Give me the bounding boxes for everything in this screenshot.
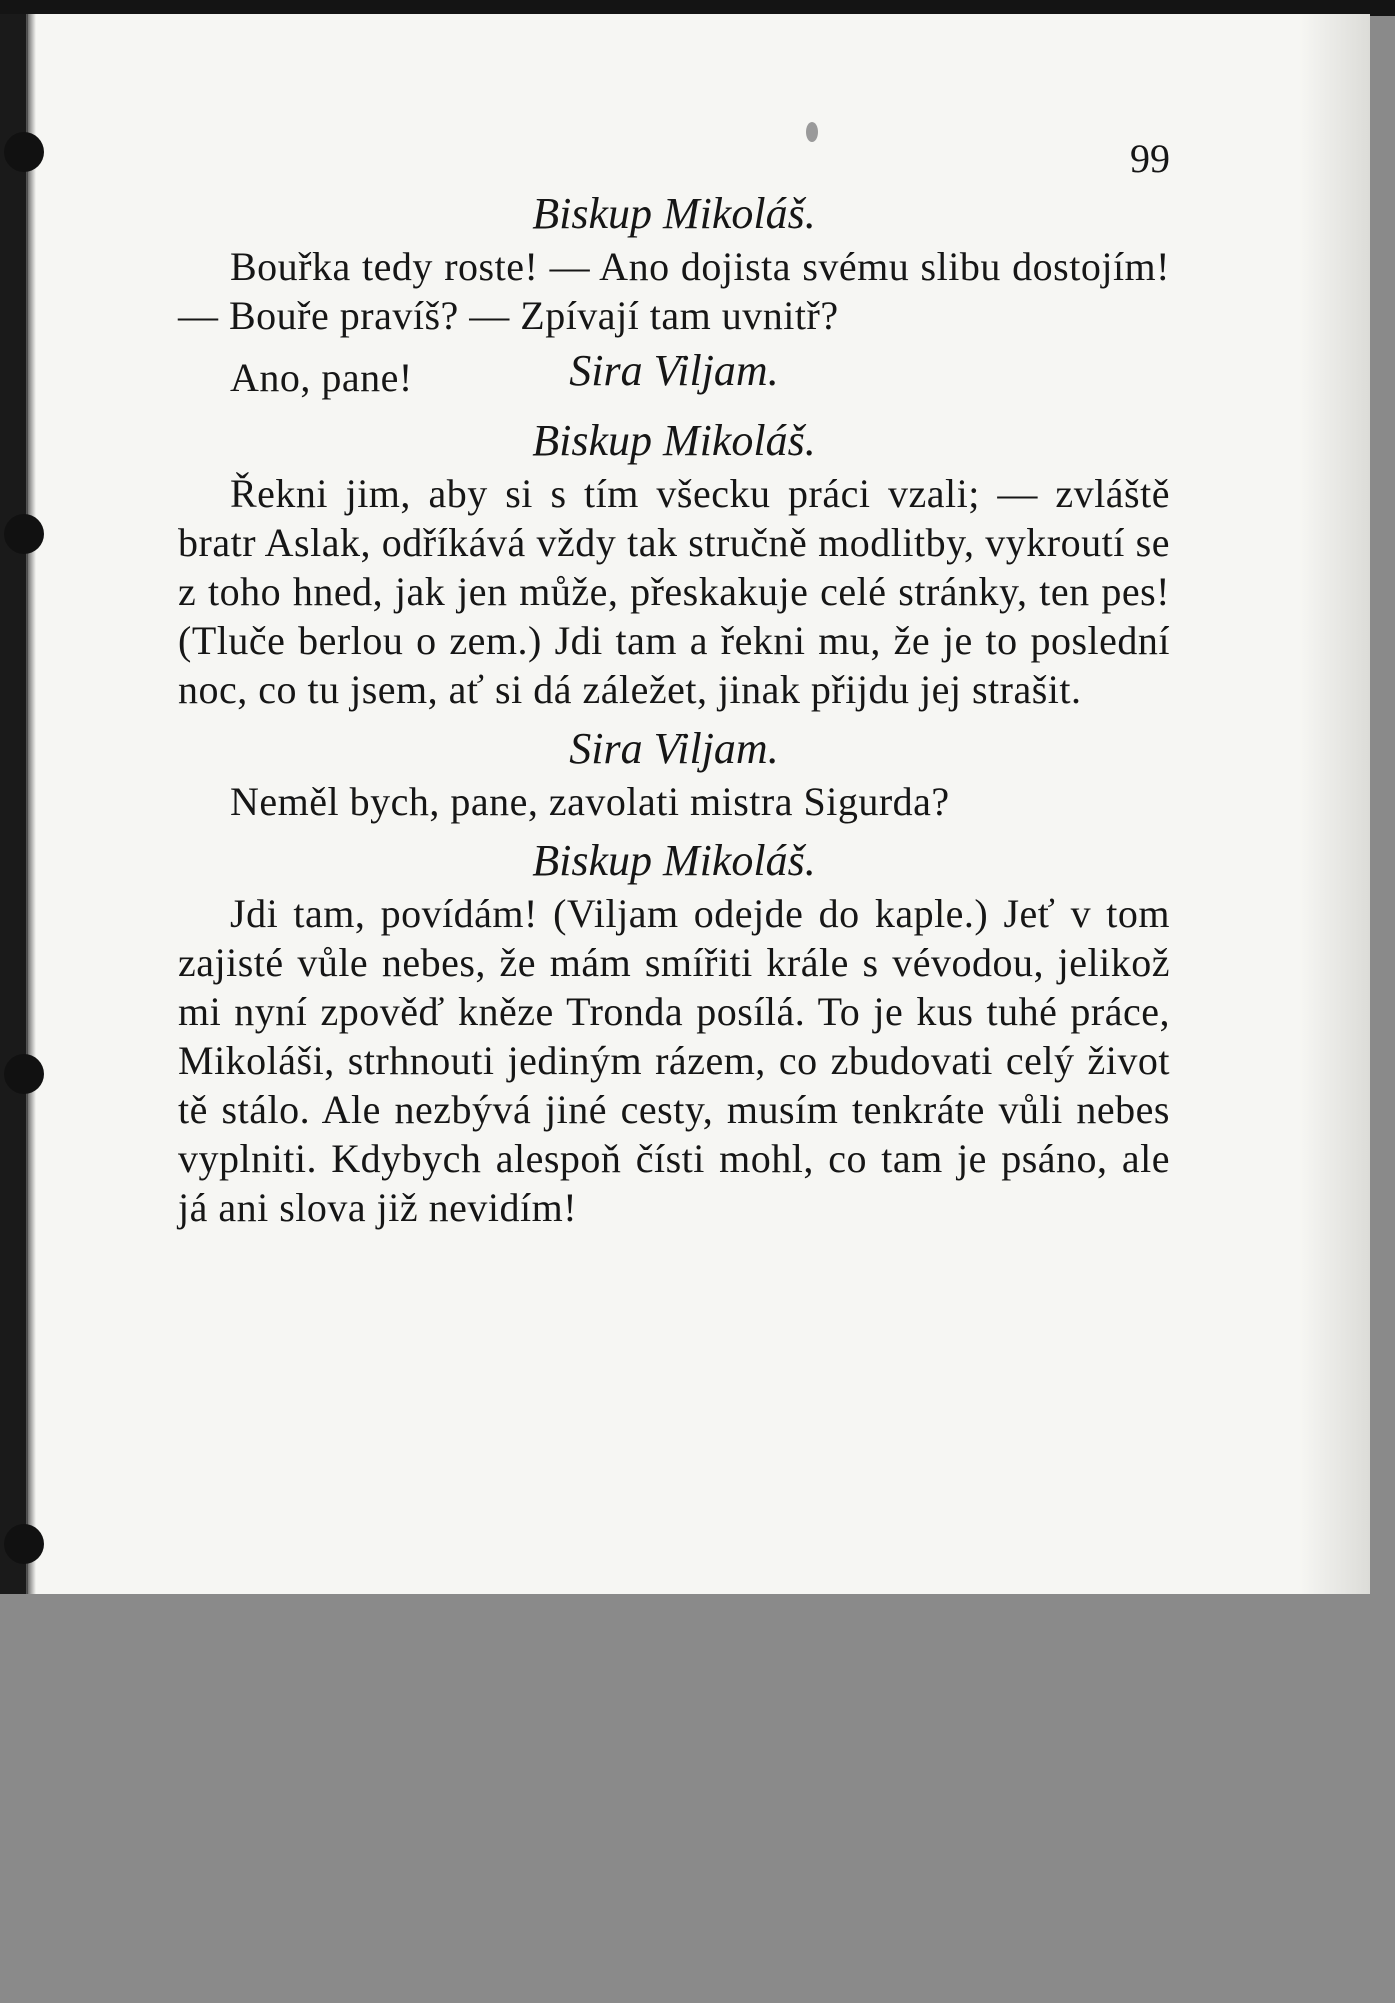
binding-rivet (4, 1524, 44, 1564)
speech-paragraph: Neměl bych, pane, zavolati mistra Sigurda? (230, 779, 950, 824)
binding-rivet (4, 132, 44, 172)
speaker-name: Biskup Mikoláš. (532, 836, 816, 885)
binding-edge (0, 14, 28, 1594)
speech-paragraph: Jdi tam, povídám! (Viljam odejde do kaple.) Jeť v tom zajisté vůle nebes, že mám smířiti krále s vévodou, jelikož mi nyní zpověď kněze Tronda posílá. To je kus tuhé práce, Mikoláši, strhnouti jediným rázem, co zbudovati celý život tě stálo. Ale nezbývá jiné cesty, musím tenkráte vůli nebes vyplniti. Kdybych alespoň čísti mohl, co tam je psáno, ale já ani slova již nevidím! (178, 891, 1170, 1230)
speech-paragraph: Ano, pane! (230, 355, 413, 400)
book-page (0, 14, 1370, 1594)
page-shadow (1300, 14, 1370, 1594)
speech-paragraph: Bouřka tedy roste! — Ano dojista svému slibu dostojím! — Bouře pravíš? — Zpívají tam uvnitř? (178, 244, 1170, 338)
binding-rivet (4, 1054, 44, 1094)
page-text (178, 134, 1170, 1232)
speaker-name: Sira Viljam. (569, 724, 779, 773)
speaker-name: Biskup Mikoláš. (532, 416, 816, 465)
scan-background (0, 1594, 1395, 2003)
page-number: 99 (1130, 136, 1170, 181)
speaker-name: Sira Viljam. (569, 346, 779, 395)
speech-paragraph: Řekni jim, aby si s tím všecku práci vzali; — zvláště bratr Aslak, odříkává vždy tak stručně modlitby, vykroutí se z toho hned, jak jen může, přeskakuje celé stránky, ten pes! (Tluče berlou o zem.) Jdi tam a řekni mu, že je to poslední noc, co tu jsem, ať si dá záležet, jinak přijdu jej strašit. (178, 471, 1170, 712)
speaker-name: Biskup Mikoláš. (532, 189, 816, 238)
binding-rivet (4, 514, 44, 554)
